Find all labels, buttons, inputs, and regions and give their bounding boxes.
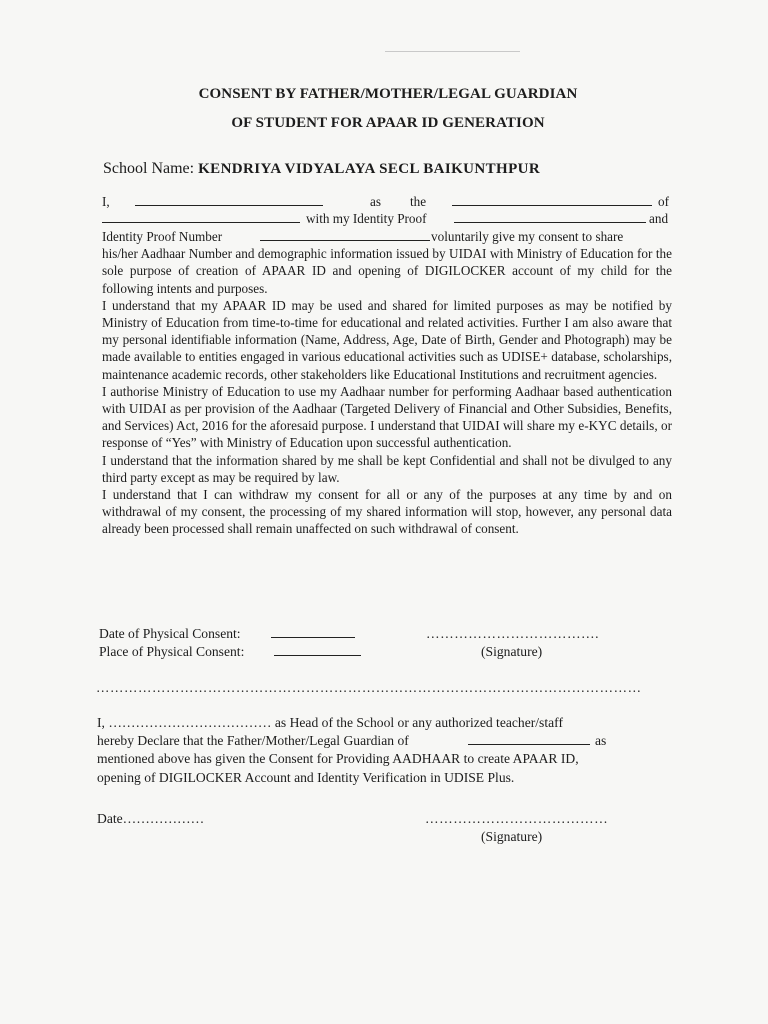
consent-paragraph-4: I understand that the information shared by me shall be kept Confidential and shall not be divulged to any third party except as may be required by law. (102, 452, 672, 485)
final-date-row (97, 810, 677, 828)
as-label: as (370, 194, 381, 209)
final-date-field[interactable]: Date……………… (97, 811, 205, 826)
relation-field[interactable] (452, 193, 652, 206)
declaration-as-label: as (595, 733, 607, 749)
consent-body (102, 193, 672, 538)
final-signature-block (97, 810, 677, 846)
guardian-signature-line[interactable]: ………………………………. (426, 626, 600, 641)
and-label: and (649, 211, 669, 227)
proof-number-label: Identity Proof Number (102, 228, 223, 244)
consent-paragraph-2: I understand that my APAAR ID may be used and shared for limited purposes as may be notified by Ministry of Education from time-to-time for educational and related activities. Further I am also aware that my personal identifiable information (Name, Address, Age, Date of Birth, Gender and Photograph) may be made available to entities engaged in various educational activities such as UDISE+ database, scholarships, maintenance academic records, other stakeholders like Educational Institutions and recruitment agencies. (102, 297, 672, 382)
consent-row-1 (102, 193, 672, 210)
with-proof-label: with my Identity Proof (306, 211, 427, 227)
form-title-line-2: OF STUDENT FOR APAAR ID GENERATION (231, 115, 545, 131)
student-name-field[interactable] (102, 210, 300, 223)
school-declaration (97, 714, 677, 787)
proof-number-field[interactable] (260, 228, 430, 241)
place-of-consent-field[interactable] (274, 643, 361, 656)
final-signature-row (97, 828, 677, 846)
consent-paragraph-3: I authorise Ministry of Education to use my Aadhaar number for performing Aadhaar based authentication with UIDAI as per provision of the Aadhaar (Targeted Delivery of Financial and Other Subsidies, Benefits, and Services) Act, 2016 for the aforesaid purpose. I understand that UIDAI will share my e-KYC details, or response of “Yes” with Ministry of Education upon successful authentication. (102, 383, 672, 451)
scan-edge-line (385, 51, 520, 52)
the-label: the (410, 194, 427, 209)
consent-footer (99, 625, 679, 661)
guardian-name-field[interactable] (135, 193, 323, 206)
declaration-line-3: mentioned above has given the Consent for Providing AADHAAR to create APAAR ID, (97, 751, 579, 767)
form-title-line-1: CONSENT BY FATHER/MOTHER/LEGAL GUARDIAN (198, 86, 578, 102)
consent-row-2 (102, 210, 672, 227)
head-signature-label: (Signature) (481, 829, 543, 844)
student-name-declaration-field[interactable] (468, 732, 590, 745)
identity-proof-field[interactable] (454, 210, 646, 223)
guardian-signature-label: (Signature) (481, 644, 543, 659)
declaration-line-4: opening of DIGILOCKER Account and Identity Verification in UDISE Plus. (97, 769, 515, 785)
place-of-consent-row (99, 643, 679, 661)
declaration-line-2-text: hereby Declare that the Father/Mother/Legal Guardian of (97, 733, 409, 749)
i-label: I, (102, 194, 110, 209)
date-of-consent-field[interactable] (271, 625, 355, 638)
school-name (103, 160, 540, 178)
of-label: of (658, 194, 669, 209)
school-name-value: KENDRIYA VIDYALAYA SECL BAIKUNTHPUR (198, 161, 541, 177)
place-of-consent-label: Place of Physical Consent: (99, 644, 245, 659)
section-divider: ……………………………………………………………………………………………………… (96, 680, 642, 695)
school-name-label: School Name: (103, 160, 195, 177)
date-of-consent-label: Date of Physical Consent: (99, 626, 241, 641)
declaration-line-2 (97, 732, 677, 750)
consent-paragraph-5: I understand that I can withdraw my consent for all or any of the purposes at any time by and on withdrawal of my consent, the processing of my shared information will stop, however, any personal data already been processed shall remain unaffected on such withdrawal of consent. (102, 487, 672, 537)
declaration-line-1: I, ……………………………… as Head of the School or any authorized teacher/staff (97, 715, 563, 730)
date-of-consent-row (99, 625, 679, 643)
voluntarily-text: voluntarily give my consent to share (431, 228, 624, 244)
consent-paragraph-1: his/her Aadhaar Number and demographic information issued by UIDAI with Ministry of Education for the sole purpose of creation of APAAR ID and opening of DIGILOCKER account of my child for the following intents and purposes. (102, 246, 672, 296)
head-signature-line[interactable]: ………………………………… (425, 811, 609, 826)
consent-row-3 (102, 228, 672, 245)
